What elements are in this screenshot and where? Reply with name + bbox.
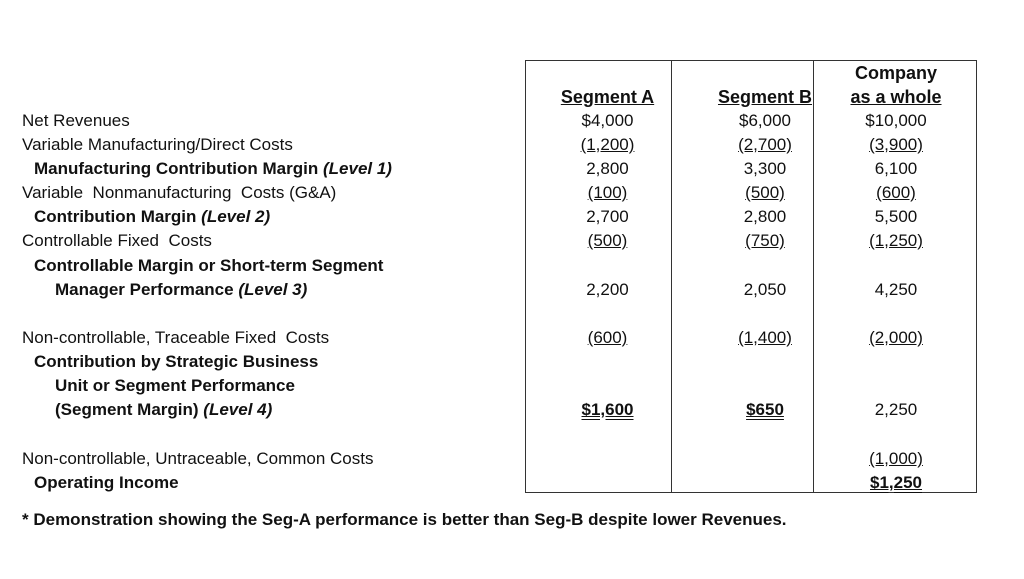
- cell-a-variable-mfg-costs: (1,200): [580, 135, 635, 154]
- row-label-net-revenues: Net Revenues: [22, 111, 130, 130]
- row-label-controllable-fixed-costs: Controllable Fixed Costs: [22, 231, 212, 250]
- header-company-line2: as a whole: [850, 87, 942, 107]
- cell-c-contribution-margin: 5,500: [874, 207, 918, 226]
- cell-c-net-revenues: $10,000: [865, 111, 927, 130]
- cell-b-controllable-fixed-costs: (750): [745, 231, 785, 250]
- row-label-operating-income: Operating Income: [34, 473, 179, 492]
- cell-b-mfg-contribution-margin: 3,300: [743, 159, 787, 178]
- level-tag: (Level 2): [201, 207, 271, 226]
- cell-a-mfg-contribution-margin: 2,800: [586, 159, 629, 178]
- level-tag: (Level 1): [322, 159, 392, 178]
- row-label-variable-nonmfg-costs: Variable Nonmanufacturing Costs (G&A): [22, 183, 337, 202]
- level-tag: (Level 4): [203, 400, 273, 419]
- cell-b-traceable-fixed-costs: (1,400): [738, 328, 792, 347]
- row-label-contribution-margin: Contribution Margin (Level 2): [34, 207, 271, 226]
- row-label-segment-margin-line2: Unit or Segment Performance: [55, 376, 295, 395]
- cell-b-controllable-margin: 2,050: [743, 280, 787, 299]
- cell-c-segment-margin: 2,250: [874, 400, 918, 419]
- cell-b-segment-margin: $650: [746, 400, 784, 419]
- cell-a-controllable-fixed-costs: (500): [587, 231, 628, 250]
- cell-a-controllable-margin: 2,200: [586, 280, 629, 299]
- cell-b-variable-mfg-costs: (2,700): [738, 135, 792, 154]
- cell-a-contribution-margin: 2,700: [586, 207, 629, 226]
- cell-c-operating-income: $1,250: [870, 473, 922, 492]
- level-tag: (Level 3): [238, 280, 308, 299]
- header-company-line1: Company: [854, 63, 937, 83]
- cell-c-traceable-fixed-costs: (2,000): [869, 328, 923, 347]
- row-label-segment-margin-line1: Contribution by Strategic Business: [34, 352, 319, 371]
- cell-a-traceable-fixed-costs: (600): [587, 328, 628, 347]
- row-label-variable-mfg-costs: Variable Manufacturing/Direct Costs: [22, 135, 293, 154]
- footnote: * Demonstration showing the Seg-A performance is better than Seg-B despite lower Revenues.: [22, 510, 787, 529]
- cell-b-variable-nonmfg-costs: (500): [745, 183, 785, 202]
- cell-a-variable-nonmfg-costs: (100): [587, 183, 628, 202]
- cell-c-variable-mfg-costs: (3,900): [869, 135, 923, 154]
- cell-c-variable-nonmfg-costs: (600): [876, 183, 916, 202]
- cell-b-net-revenues: $6,000: [739, 111, 791, 130]
- row-label-mfg-contribution-margin: Manufacturing Contribution Margin (Level 1): [34, 159, 392, 178]
- row-label-common-costs: Non-controllable, Untraceable, Common Costs: [22, 449, 374, 468]
- cell-b-contribution-margin: 2,800: [743, 207, 787, 226]
- cell-c-common-costs: (1,000): [869, 449, 923, 468]
- header-segment-a: Segment A: [560, 87, 655, 107]
- row-label-segment-margin-line3: (Segment Margin) (Level 4): [55, 400, 273, 419]
- cell-c-mfg-contribution-margin: 6,100: [874, 159, 918, 178]
- cell-a-segment-margin: $1,600: [581, 400, 634, 419]
- header-segment-b: Segment B: [717, 87, 813, 107]
- row-label-controllable-margin-line1: Controllable Margin or Short-term Segment: [34, 256, 384, 275]
- row-label-controllable-margin-line2: Manager Performance (Level 3): [55, 280, 308, 299]
- cell-a-net-revenues: $4,000: [581, 111, 634, 130]
- row-label-traceable-fixed-costs: Non-controllable, Traceable Fixed Costs: [22, 328, 330, 347]
- cell-c-controllable-margin: 4,250: [874, 280, 918, 299]
- cell-c-controllable-fixed-costs: (1,250): [869, 231, 923, 250]
